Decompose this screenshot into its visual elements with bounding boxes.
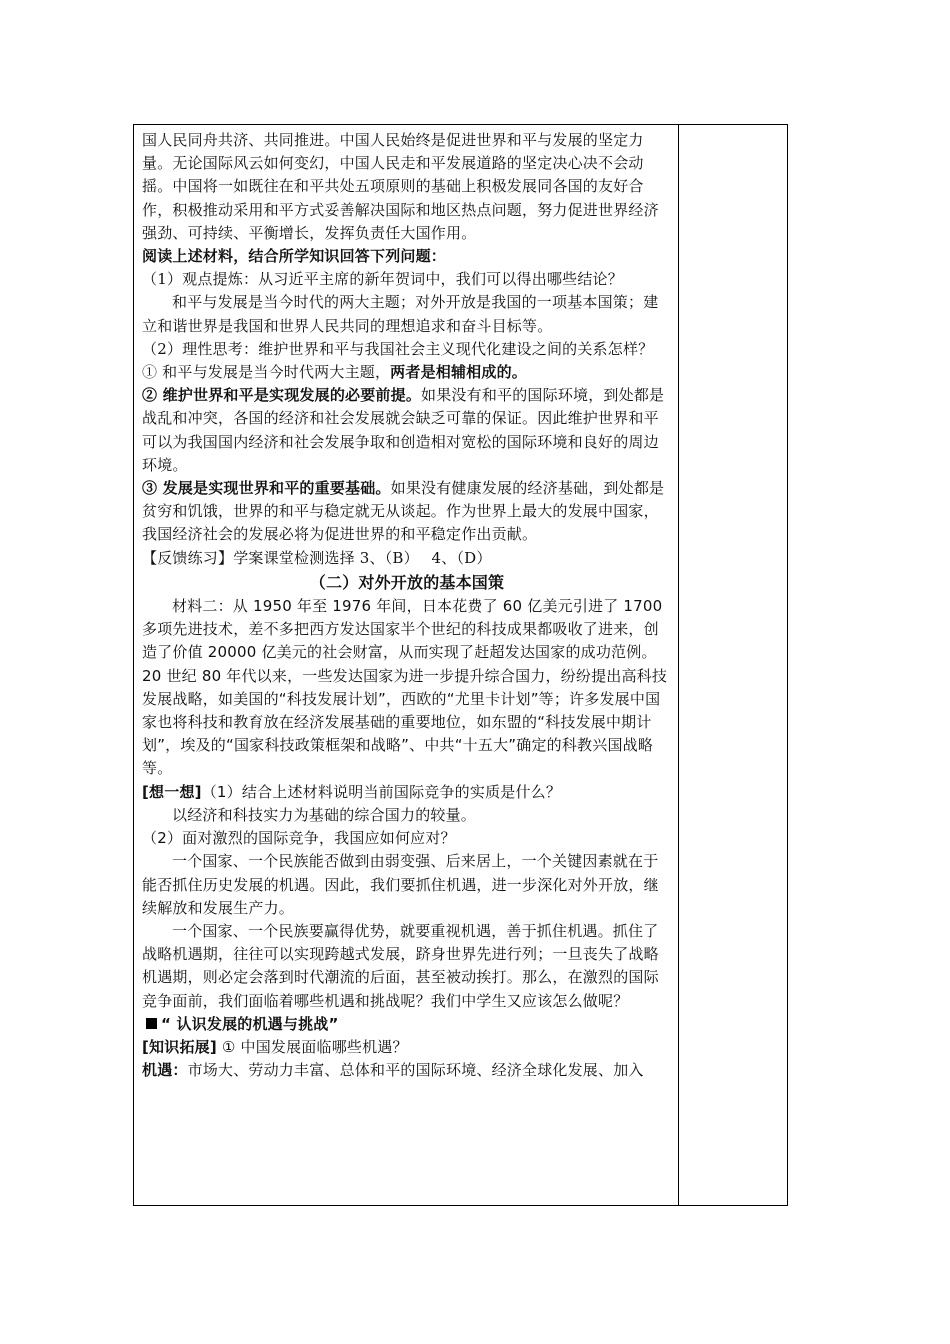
answer-2-point-1: ① 和平与发展是当今时代两大主题，两者是相辅相成的。	[142, 363, 527, 382]
table-frame	[133, 124, 788, 1206]
think-question-1: [想一想]（1）结合上述材料说明当前国际竞争的实质是什么？	[142, 782, 562, 801]
think-question-2: （2）面对激烈的国际竞争，我国应如何应对？	[142, 829, 456, 848]
opportunities: 机遇：市场大、劳动力丰富、总体和平的国际环境、经济全球化发展、加入	[142, 1061, 644, 1080]
answer-2-point-3: ③ 发展是实现世界和平的重要基础。如果没有健康发展的经济基础，到处都是贫穷和饥饿，世界的和平与稳定就无从谈起。作为世界上最大的发展中国家，我国经济社会的发展必将为促进世界的和平稳定作出贡献。	[142, 479, 665, 544]
answer-2-point-2: ② 维护世界和平是实现发展的必要前提。如果没有和平的国际环境，到处都是战乱和冲突，各国的经济和社会发展就会缺乏可靠的保证。因此维护世界和平可以为我国国内经济和社会发展争取和创造相对宽松的国际环境和良好的周边环境。	[142, 386, 665, 474]
section-heading: （二）对外开放的基本国策	[309, 572, 505, 592]
question-2: （2）理性思考：维护世界和平与我国社会主义现代化建设之间的关系怎样？	[142, 339, 654, 358]
main-cell	[142, 129, 672, 1082]
subsection-heading: “ 认识发展的机遇与挑战”	[142, 1013, 672, 1036]
think-answer-2-cont: 一个国家、一个民族要赢得优势，就要重视机遇，善于抓住机遇。抓住了战略机遇期，往往可以实现跨越式发展，跻身世界先进行列；一旦丧失了战略机遇期，则必定会落到时代潮流的后面，甚至被动挨打。那么，在激烈的国际竞争面前，我们面临着哪些机遇和挑战呢？我们中学生又应该怎么做呢？	[142, 921, 659, 1010]
question-intro: 阅读上述材料，结合所学知识回答下列问题：	[142, 247, 447, 266]
column-divider	[678, 125, 679, 1205]
feedback-exercise: 【反馈练习】学案课堂检测选择 3、（B） 4、（D）	[142, 548, 492, 567]
paragraph: 国人民同舟共济、共同推进。中国人民始终是促进世界和平与发展的坚定力量。无论国际风云如何变幻，中国人民走和平发展道路的坚定决心决不会动摇。中国将一如既往在和平共处五项原则的基础上积极发展同各国的友好合作，积极推动采用和平方式妥善解决国际和地区热点问题，努力促进世界经济强劲、可持续、平衡增长，发挥负责任大国作用。	[142, 131, 659, 242]
knowledge-extension: [知识拓展] ① 中国发展面临哪些机遇？	[142, 1037, 408, 1056]
material-2: 材料二：从 1950 年至 1976 年间，日本花费了 60 亿美元引进了 1700 多项先进技术，差不多把西方发达国家半个世纪的科技成果都吸收了进来，创造了价值 20000 亿美元的社会财富，从而实现了赶超发达国家的成功范例。20 世纪 80 年代以来，一些发达国家为进一步提升综合国力，纷纷提出高科技发展战略，如美国的“科技发展计划”，西欧的“尤里卡计划”等；许多发展中国家也将科技和教育放在经济发展基础的重要地位，如东盟的“科技发展中期计划”，埃及的“国家科技政策框架和战略”、中共“十五大”确定的科教兴国战略等。	[142, 597, 668, 778]
question-1: （1）观点提炼：从习近平主席的新年贺词中，我们可以得出哪些结论？	[142, 270, 623, 289]
think-answer-2: 一个国家、一个民族能否做到由弱变强、后来居上，一个关键因素就在于能否抓住历史发展的机遇。因此，我们要抓住机遇，进一步深化对外开放，继续解放和发展生产力。	[142, 852, 659, 917]
black-square-icon	[146, 1018, 157, 1029]
think-answer-1: 以经济和科技实力为基础的综合国力的较量。	[172, 805, 477, 824]
answer-1: 和平与发展是当今时代的两大主题；对外开放是我国的一项基本国策；建立和谐世界是我国和世界人民共同的理想追求和奋斗目标等。	[142, 293, 659, 335]
